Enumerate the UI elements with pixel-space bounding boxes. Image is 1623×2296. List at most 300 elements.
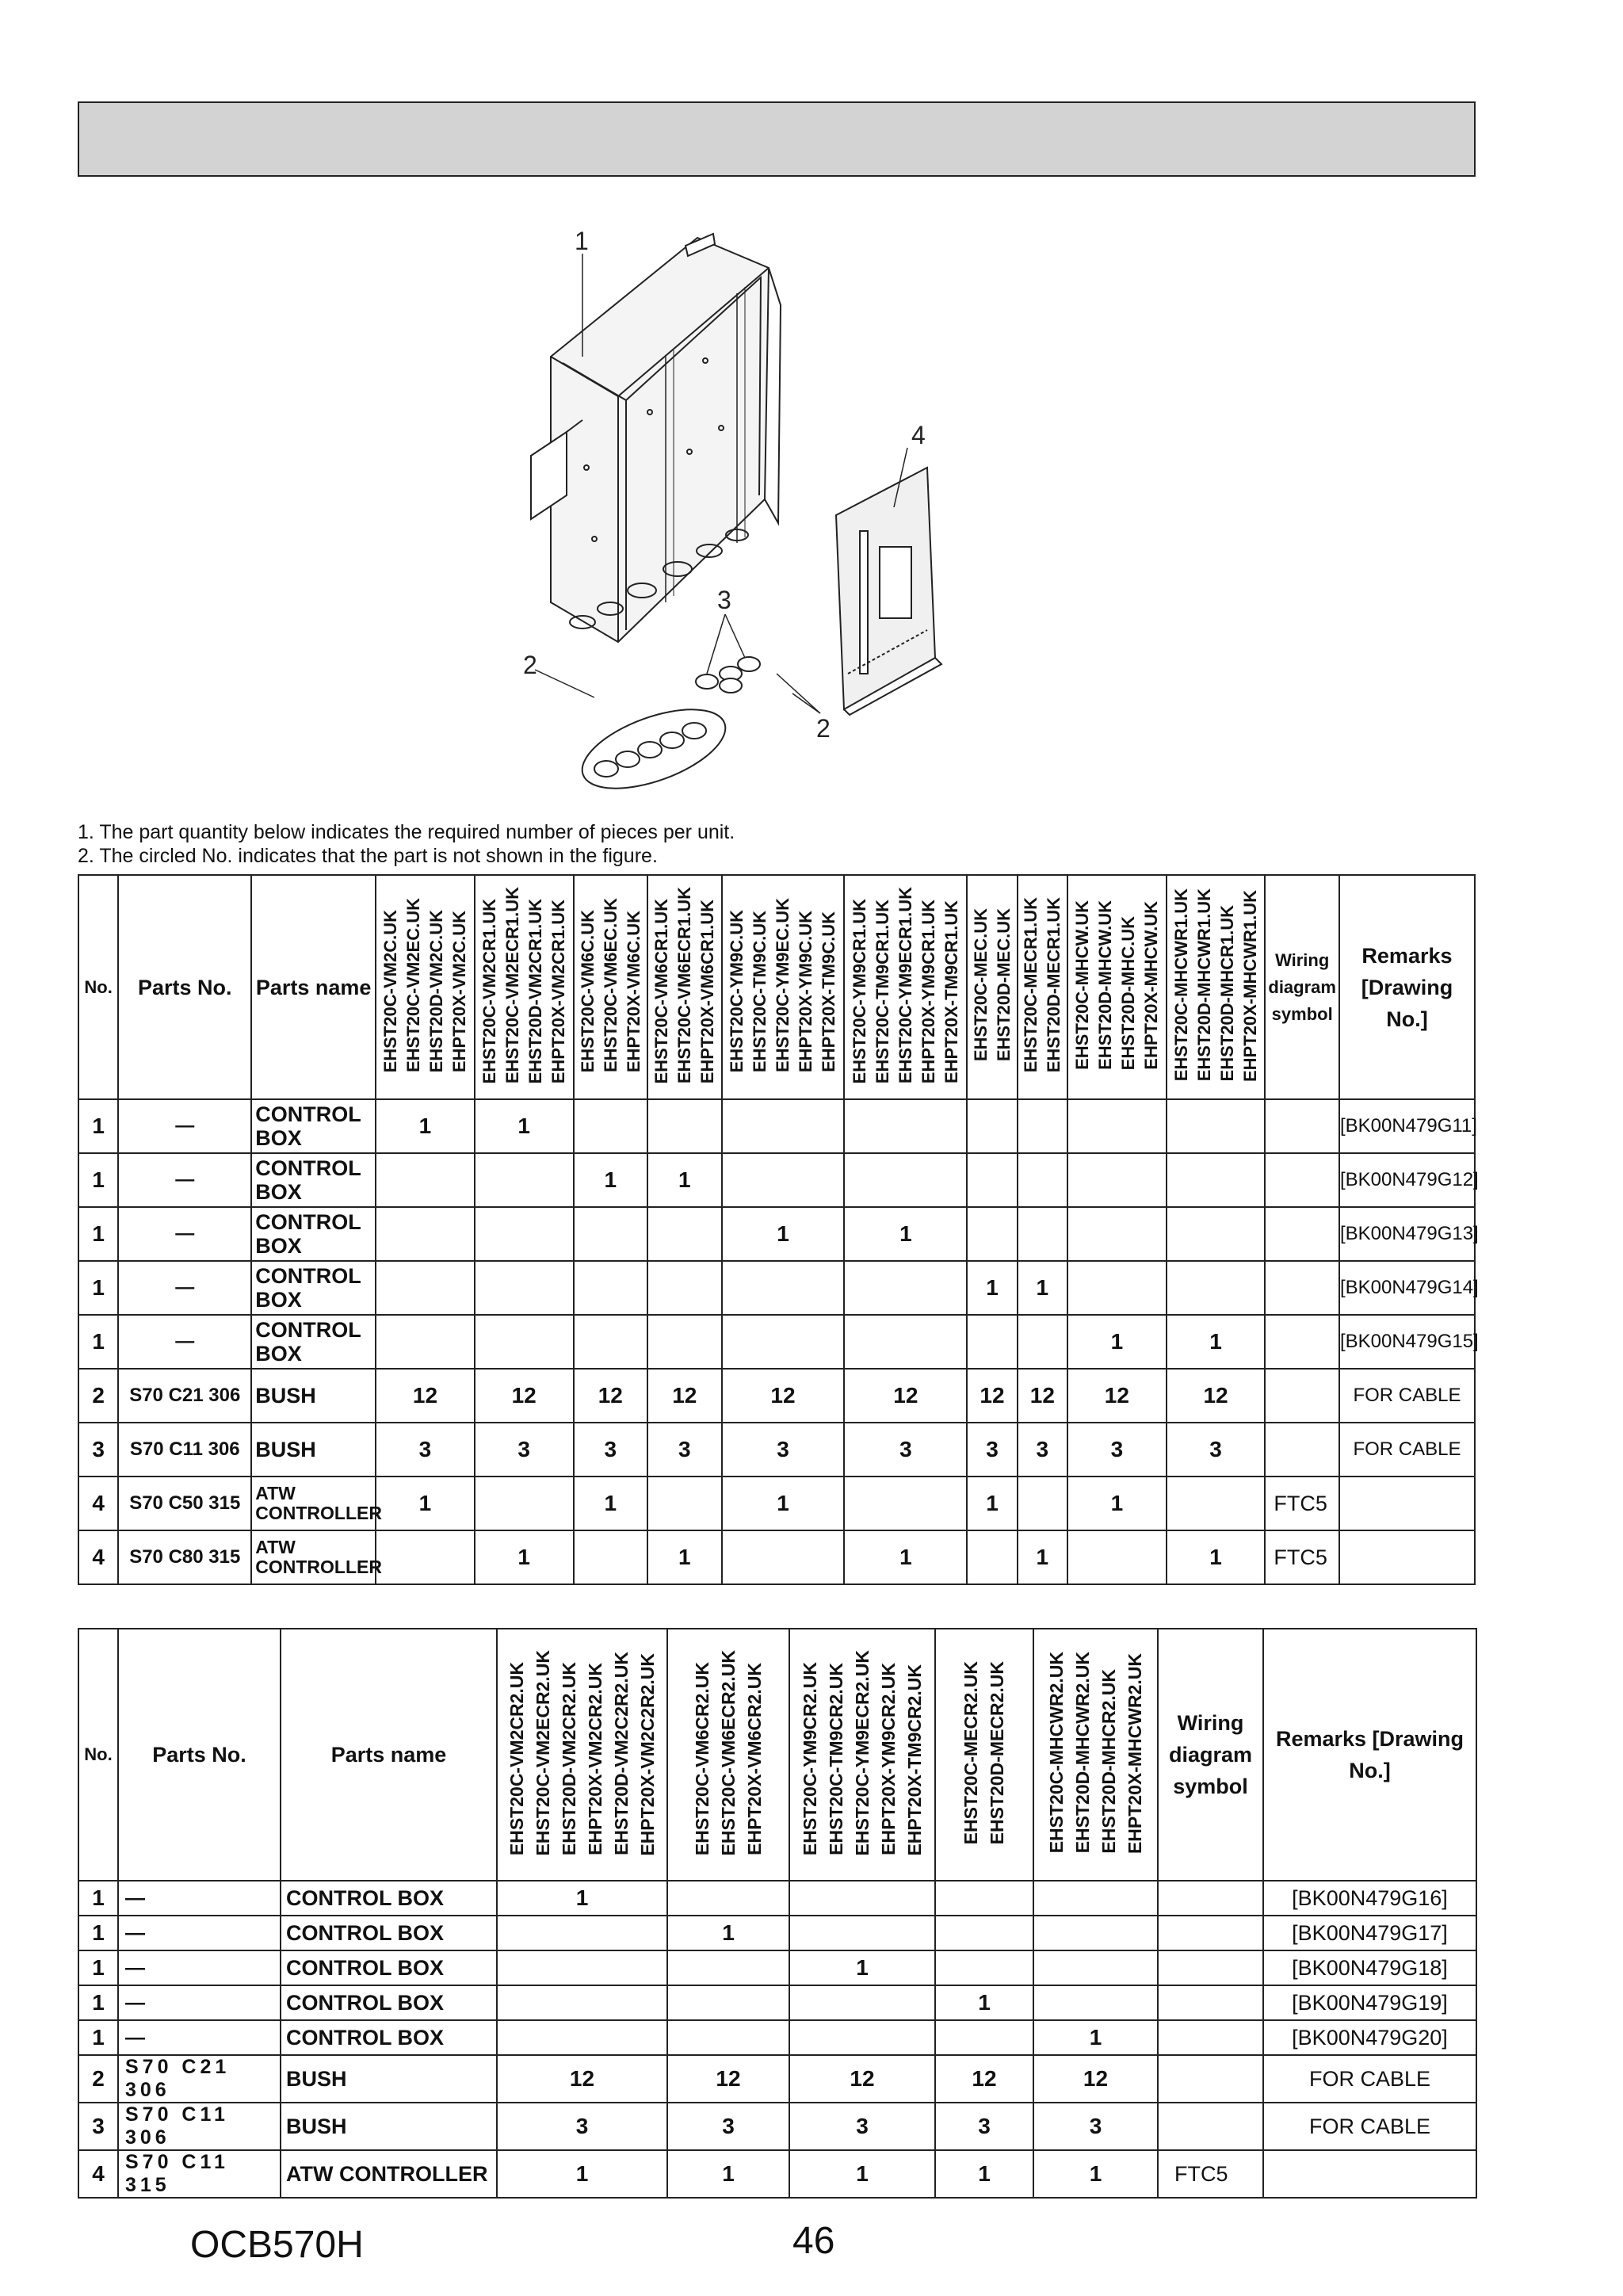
cell-quantity [935, 2020, 1033, 2055]
cell-wiring [1265, 1369, 1339, 1423]
model-name: EHST20C-MECR2.UK [960, 1660, 981, 1845]
cell-quantity [844, 1315, 967, 1369]
cell-wiring: FTC5 [1265, 1477, 1339, 1530]
cell-parts-name: BUSH [251, 1423, 376, 1477]
model-name: EHST20D-VM2C2R2.UK [610, 1652, 632, 1856]
cell-no: 1 [78, 1315, 118, 1369]
cell-wiring [1158, 1916, 1263, 1950]
cell-quantity: 3 [376, 1423, 475, 1477]
model-name: EHST20C-VM2EC.UK [403, 897, 424, 1073]
model-name: EHST20D-VM2CR2.UK [558, 1662, 579, 1856]
cell-quantity: 12 [722, 1369, 845, 1423]
cell-quantity: 1 [967, 1477, 1017, 1530]
cell-quantity [844, 1261, 967, 1315]
cell-quantity [574, 1099, 648, 1153]
table-row [78, 1530, 1475, 1584]
cell-wiring [1265, 1099, 1339, 1153]
model-group-5 [1033, 1629, 1158, 1881]
cell-no: 4 [78, 1530, 118, 1584]
model-name: EHST20C-VM6CR2.UK [691, 1662, 712, 1856]
cell-quantity [935, 1881, 1033, 1916]
cell-parts-name: ATW CONTROLLER [251, 1530, 376, 1584]
model-name: EHST20C-VM2CR1.UK [479, 898, 500, 1084]
cell-parts-no: — [118, 1950, 281, 1985]
table-row [78, 1477, 1475, 1530]
cell-quantity: 1 [376, 1099, 475, 1153]
cell-quantity: 3 [1167, 1423, 1266, 1477]
callout-3: 3 [717, 586, 731, 614]
cell-quantity [1067, 1261, 1167, 1315]
cell-quantity: 3 [789, 2103, 935, 2150]
cell-remarks: FOR CABLE [1263, 2055, 1476, 2103]
model-name: EHST20C-VM2C.UK [380, 909, 401, 1073]
cell-parts-no: S70 C80 315 [118, 1530, 251, 1584]
cell-no: 1 [78, 2020, 118, 2055]
cell-quantity: 1 [1018, 1261, 1067, 1315]
callout-2-right: 2 [816, 714, 831, 743]
cell-no: 2 [78, 2055, 118, 2103]
cell-no: 3 [78, 1423, 118, 1477]
cell-no: 1 [78, 1099, 118, 1153]
cell-parts-name: CONTROL BOX [281, 1881, 497, 1916]
header-bar [78, 101, 1476, 177]
cell-quantity: 1 [722, 1477, 845, 1530]
cell-quantity: 3 [1067, 1423, 1167, 1477]
cell-remarks: [BK00N479G13] [1339, 1207, 1475, 1261]
cell-quantity: 1 [475, 1099, 574, 1153]
cell-parts-no: S70 C11 306 [118, 2103, 281, 2150]
cell-quantity: 1 [475, 1530, 574, 1584]
header-parts-no: Parts No. [118, 1629, 281, 1881]
cell-quantity: 12 [935, 2055, 1033, 2103]
table-row [78, 2020, 1476, 2055]
header-parts-name: Parts name [281, 1629, 497, 1881]
cell-quantity [1067, 1207, 1167, 1261]
cell-quantity [1067, 1099, 1167, 1153]
cell-quantity: 12 [789, 2055, 935, 2103]
cell-quantity: 1 [844, 1530, 967, 1584]
cell-remarks [1339, 1477, 1475, 1530]
cell-quantity [667, 1950, 789, 1985]
cell-quantity [475, 1261, 574, 1315]
header-parts-name: Parts name [251, 875, 376, 1099]
cell-quantity: 3 [574, 1423, 648, 1477]
cell-quantity [967, 1207, 1017, 1261]
cell-quantity [376, 1153, 475, 1207]
cell-quantity [722, 1530, 845, 1584]
cell-quantity: 1 [667, 1916, 789, 1950]
notes [78, 820, 735, 868]
cell-remarks: FOR CABLE [1339, 1369, 1475, 1423]
model-name: EHST20D-MHCWR2.UK [1071, 1652, 1093, 1854]
cell-no: 2 [78, 1369, 118, 1423]
cell-quantity: 1 [722, 1207, 845, 1261]
cell-quantity: 1 [935, 2150, 1033, 2198]
model-name: EHPT20X-VM2CR2.UK [584, 1663, 605, 1856]
model-name: EHST20C-YM9EC.UK [773, 897, 793, 1073]
model-group-4 [647, 875, 722, 1099]
cell-quantity: 1 [1067, 1315, 1167, 1369]
model-group-2 [475, 875, 574, 1099]
model-group-10 [1167, 875, 1266, 1099]
callout-2-left: 2 [523, 651, 537, 679]
cell-quantity [1033, 1985, 1158, 2020]
cell-quantity [1033, 1881, 1158, 1916]
cell-remarks: [BK00N479G15] [1339, 1315, 1475, 1369]
cell-parts-name: CONTROL BOX [281, 1916, 497, 1950]
model-name: EHST20C-VM6ECR2.UK [717, 1649, 739, 1856]
cell-quantity [935, 1916, 1033, 1950]
table-row [78, 1985, 1476, 2020]
model-name: EHST20C-VM6ECR1.UK [674, 886, 695, 1084]
page-number: 46 [792, 2220, 835, 2262]
cell-quantity [475, 1315, 574, 1369]
cell-quantity [722, 1261, 845, 1315]
cell-parts-no: — [118, 2020, 281, 2055]
cell-quantity [647, 1315, 722, 1369]
table-1-body [78, 1099, 1479, 1584]
model-name: EHST20C-VM6CR1.UK [651, 898, 672, 1084]
cell-quantity: 1 [497, 2150, 667, 2198]
model-name: EHST20C-TM9CR1.UK [873, 899, 893, 1084]
cell-quantity [1067, 1530, 1167, 1584]
model-name: EHST20C-MHCWR1.UK [1171, 888, 1192, 1082]
cell-quantity [647, 1099, 722, 1153]
cell-wiring [1158, 1950, 1263, 1985]
model-name: EHST20C-TM9CR2.UK [825, 1663, 846, 1856]
cell-quantity [722, 1099, 845, 1153]
cell-quantity [667, 1985, 789, 2020]
cell-remarks: [BK00N479G14] [1339, 1261, 1475, 1315]
cell-quantity [844, 1153, 967, 1207]
model-name: EHST20D-VM2C.UK [426, 909, 447, 1073]
cell-quantity [1167, 1099, 1266, 1153]
model-name: EHST20D-MHCWR1.UK [1194, 888, 1215, 1082]
cell-quantity [789, 1916, 935, 1950]
model-name: EHPT20X-VM6CR1.UK [697, 899, 718, 1084]
cell-quantity: 12 [1167, 1369, 1266, 1423]
model-name: EHST20C-YM9ECR2.UK [851, 1649, 873, 1856]
model-name: EHST20D-MHCR2.UK [1098, 1669, 1119, 1854]
cell-quantity [497, 1950, 667, 1985]
cell-quantity: 12 [497, 2055, 667, 2103]
cell-quantity [667, 1881, 789, 1916]
cell-quantity: 1 [497, 1881, 667, 1916]
parts-table-2 [78, 1628, 1477, 2199]
model-name: EHST20D-MECR1.UK [1044, 897, 1064, 1073]
model-name: EHST20C-MEC.UK [970, 908, 991, 1062]
cell-remarks [1263, 2150, 1476, 2198]
table-row [78, 2055, 1476, 2103]
model-name: EHPT20X-YM9CR1.UK [918, 899, 939, 1084]
cell-quantity: 1 [967, 1261, 1017, 1315]
cell-quantity: 3 [844, 1423, 967, 1477]
model-name: EHPT20X-VM6CR2.UK [743, 1663, 765, 1856]
note-2: 2. The circled No. indicates that the part is not shown in the figure. [78, 845, 658, 867]
cell-no: 1 [78, 1985, 118, 2020]
cell-remarks: [BK00N479G20] [1263, 2020, 1476, 2055]
cell-parts-no: — [118, 1207, 251, 1261]
cell-remarks: [BK00N479G16] [1263, 1881, 1476, 1916]
table-row [78, 1261, 1475, 1315]
cell-quantity [1018, 1315, 1067, 1369]
table-row [78, 2103, 1476, 2150]
cell-quantity [967, 1099, 1017, 1153]
cell-parts-name: CONTROL BOX [251, 1153, 376, 1207]
table-row [78, 1369, 1475, 1423]
cell-parts-no: — [118, 1315, 251, 1369]
callout-4: 4 [911, 421, 926, 449]
cell-quantity [967, 1153, 1017, 1207]
cell-quantity: 1 [667, 2150, 789, 2198]
cell-quantity: 12 [647, 1369, 722, 1423]
table-row [78, 1916, 1476, 1950]
cell-quantity [647, 1207, 722, 1261]
cell-quantity: 12 [1033, 2055, 1158, 2103]
model-name: EHPT20X-VM2C2R2.UK [636, 1652, 658, 1856]
cell-quantity [574, 1530, 648, 1584]
cell-quantity [1167, 1207, 1266, 1261]
cell-parts-name: BUSH [281, 2055, 497, 2103]
cell-quantity: 3 [475, 1423, 574, 1477]
cell-parts-name: CONTROL BOX [251, 1099, 376, 1153]
exploded-view-figure [507, 230, 999, 800]
cell-quantity [1018, 1099, 1067, 1153]
cell-remarks: [BK00N479G17] [1263, 1916, 1476, 1950]
cell-quantity: 3 [497, 2103, 667, 2150]
model-group-2 [667, 1629, 789, 1881]
cell-parts-no: S70 C21 306 [118, 1369, 251, 1423]
model-name: EHST20C-YM9C.UK [727, 909, 747, 1073]
model-name: EHPT20X-TM9C.UK [819, 911, 839, 1073]
cell-remarks: [BK00N479G12] [1339, 1153, 1475, 1207]
cell-wiring [1158, 1881, 1263, 1916]
model-name: EHPT20X-VM2C.UK [449, 910, 470, 1073]
parts-table-1 [78, 874, 1479, 1585]
cell-parts-name: BUSH [251, 1369, 376, 1423]
cell-quantity: 12 [844, 1369, 967, 1423]
cell-quantity [376, 1261, 475, 1315]
model-name: EHST20C-YM9ECR1.UK [896, 886, 916, 1084]
model-name: EHST20D-MHC.UK [1118, 915, 1139, 1070]
model-group-3 [574, 875, 648, 1099]
header-wiring: Wiring diagram symbol [1158, 1629, 1263, 1881]
cell-no: 1 [78, 1153, 118, 1207]
cell-parts-no: S70 C21 306 [118, 2055, 281, 2103]
cell-quantity: 12 [667, 2055, 789, 2103]
cell-no: 3 [78, 2103, 118, 2150]
table-row [78, 1315, 1475, 1369]
cell-parts-no: — [118, 1099, 251, 1153]
cell-quantity: 3 [1033, 2103, 1158, 2150]
model-name: EHST20D-MHCR1.UK [1217, 905, 1238, 1082]
cell-quantity [789, 1881, 935, 1916]
cell-quantity: 3 [722, 1423, 845, 1477]
cell-wiring [1265, 1261, 1339, 1315]
cell-parts-no: — [118, 1261, 251, 1315]
model-name: EHPT20X-TM9CR2.UK [903, 1664, 925, 1856]
cell-quantity [376, 1530, 475, 1584]
cell-parts-no: — [118, 1153, 251, 1207]
cell-parts-no: — [118, 1881, 281, 1916]
cell-quantity: 1 [1167, 1315, 1266, 1369]
cell-quantity: 1 [1033, 2150, 1158, 2198]
cell-quantity [1167, 1477, 1266, 1530]
cell-parts-no: — [118, 1985, 281, 2020]
cell-no: 1 [78, 1261, 118, 1315]
cell-quantity [376, 1207, 475, 1261]
model-name: EHPT20X-MHCWR2.UK [1124, 1652, 1145, 1854]
cell-quantity: 3 [1018, 1423, 1067, 1477]
model-name: EHST20D-MHCW.UK [1095, 900, 1116, 1070]
cell-quantity: 12 [967, 1369, 1017, 1423]
cell-quantity: 12 [475, 1369, 574, 1423]
cell-parts-no: S70 C50 315 [118, 1477, 251, 1530]
cell-quantity: 1 [574, 1477, 648, 1530]
model-name: EHPT20X-YM9CR2.UK [877, 1663, 899, 1856]
cell-parts-name: BUSH [281, 2103, 497, 2150]
model-group-6 [844, 875, 967, 1099]
cell-quantity [1167, 1261, 1266, 1315]
model-group-4 [935, 1629, 1033, 1881]
cell-quantity [475, 1207, 574, 1261]
cell-quantity: 3 [967, 1423, 1017, 1477]
model-group-9 [1067, 875, 1167, 1099]
cell-quantity: 1 [574, 1153, 648, 1207]
cell-remarks: [BK00N479G19] [1263, 1985, 1476, 2020]
table-row [78, 2150, 1476, 2198]
cell-parts-no: S70 C11 306 [118, 1423, 251, 1477]
cell-quantity [574, 1261, 648, 1315]
cell-quantity: 1 [647, 1530, 722, 1584]
cell-wiring [1158, 2055, 1263, 2103]
header-no: No. [78, 1629, 118, 1881]
cell-quantity: 1 [376, 1477, 475, 1530]
table-header-row [78, 875, 1475, 1099]
cell-quantity [647, 1477, 722, 1530]
cell-wiring: FTC5 [1158, 2150, 1263, 2198]
cell-parts-name: CONTROL BOX [251, 1261, 376, 1315]
cell-quantity [722, 1153, 845, 1207]
cell-no: 1 [78, 1207, 118, 1261]
model-name: EHPT20X-VM6C.UK [623, 910, 643, 1073]
model-group-7 [967, 875, 1017, 1099]
header-wiring: Wiring diagram symbol [1265, 875, 1339, 1099]
cell-quantity [1018, 1207, 1067, 1261]
model-name: EHST20C-VM2ECR2.UK [532, 1649, 553, 1856]
cell-quantity [935, 1950, 1033, 1985]
header-remarks: Remarks [Drawing No.] [1263, 1629, 1476, 1881]
cell-remarks: FOR CABLE [1339, 1423, 1475, 1477]
model-name: EHST20C-YM9CR2.UK [799, 1662, 820, 1856]
cell-quantity [789, 2020, 935, 2055]
model-group-1 [376, 875, 475, 1099]
cell-parts-no: S70 C11 315 [118, 2150, 281, 2198]
cell-quantity [475, 1477, 574, 1530]
cell-quantity: 1 [935, 1985, 1033, 2020]
model-name: EHST20C-MHCW.UK [1072, 900, 1093, 1070]
cell-quantity: 1 [1167, 1530, 1266, 1584]
model-name: EHST20C-MECR1.UK [1021, 897, 1041, 1073]
cell-wiring [1265, 1153, 1339, 1207]
cell-quantity [1033, 1950, 1158, 1985]
cell-quantity [475, 1153, 574, 1207]
cell-quantity [1033, 1916, 1158, 1950]
cell-quantity [1167, 1153, 1266, 1207]
cell-quantity: 1 [1018, 1530, 1067, 1584]
cell-parts-name: ATW CONTROLLER [281, 2150, 497, 2198]
cell-quantity [574, 1207, 648, 1261]
cell-quantity: 3 [647, 1423, 722, 1477]
cell-wiring [1158, 2020, 1263, 2055]
cell-quantity: 1 [789, 1950, 935, 1985]
cell-quantity [574, 1315, 648, 1369]
cell-quantity [1067, 1153, 1167, 1207]
table-header-row [78, 1629, 1476, 1881]
model-group-3 [789, 1629, 935, 1881]
note-1: 1. The part quantity below indicates the required number of pieces per unit. [78, 821, 735, 843]
model-group-1 [497, 1629, 667, 1881]
model-name: EHST20D-VM2CR1.UK [525, 898, 546, 1084]
cell-quantity: 12 [1018, 1369, 1067, 1423]
cell-parts-name: CONTROL BOX [281, 1950, 497, 1985]
model-group-8 [1018, 875, 1067, 1099]
model-name: EHST20C-YM9CR1.UK [850, 898, 870, 1084]
cell-quantity [647, 1261, 722, 1315]
cell-no: 4 [78, 1477, 118, 1530]
cell-parts-name: ATW CONTROLLER [251, 1477, 376, 1530]
callout-1: 1 [575, 230, 589, 255]
cell-quantity [722, 1315, 845, 1369]
cell-wiring: FTC5 [1265, 1530, 1339, 1584]
cell-quantity [497, 1985, 667, 2020]
cell-quantity [967, 1530, 1017, 1584]
model-name: EHPT20X-YM9C.UK [796, 910, 816, 1073]
cell-parts-name: CONTROL BOX [281, 2020, 497, 2055]
cell-remarks: FOR CABLE [1263, 2103, 1476, 2150]
document-code: OCB570H [190, 2224, 364, 2266]
model-name: EHPT20X-VM2CR1.UK [548, 899, 569, 1084]
cell-quantity: 3 [935, 2103, 1033, 2150]
cell-quantity: 1 [1067, 1477, 1167, 1530]
model-name: EHPT20X-MHCW.UK [1141, 901, 1162, 1070]
cell-parts-no: — [118, 1916, 281, 1950]
table-row [78, 1099, 1475, 1153]
cell-quantity [1018, 1153, 1067, 1207]
table-row [78, 1423, 1475, 1477]
model-name: EHST20D-MECR2.UK [987, 1660, 1007, 1845]
cell-quantity [1018, 1477, 1067, 1530]
cell-parts-name: CONTROL BOX [251, 1207, 376, 1261]
cell-quantity: 1 [789, 2150, 935, 2198]
cell-quantity [376, 1315, 475, 1369]
cell-quantity [497, 1916, 667, 1950]
cell-no: 1 [78, 1916, 118, 1950]
cell-quantity [667, 2020, 789, 2055]
cell-quantity: 12 [574, 1369, 648, 1423]
cell-quantity: 1 [1033, 2020, 1158, 2055]
cell-wiring [1158, 1985, 1263, 2020]
cell-quantity [844, 1477, 967, 1530]
cell-remarks: [BK00N479G11] [1339, 1099, 1475, 1153]
cell-no: 4 [78, 2150, 118, 2198]
table-row [78, 1153, 1475, 1207]
cell-wiring [1265, 1315, 1339, 1369]
model-name: EHST20C-VM6EC.UK [600, 897, 621, 1073]
model-name: EHPT20X-TM9CR1.UK [941, 900, 962, 1084]
cell-parts-name: CONTROL BOX [251, 1315, 376, 1369]
cell-quantity: 12 [1067, 1369, 1167, 1423]
